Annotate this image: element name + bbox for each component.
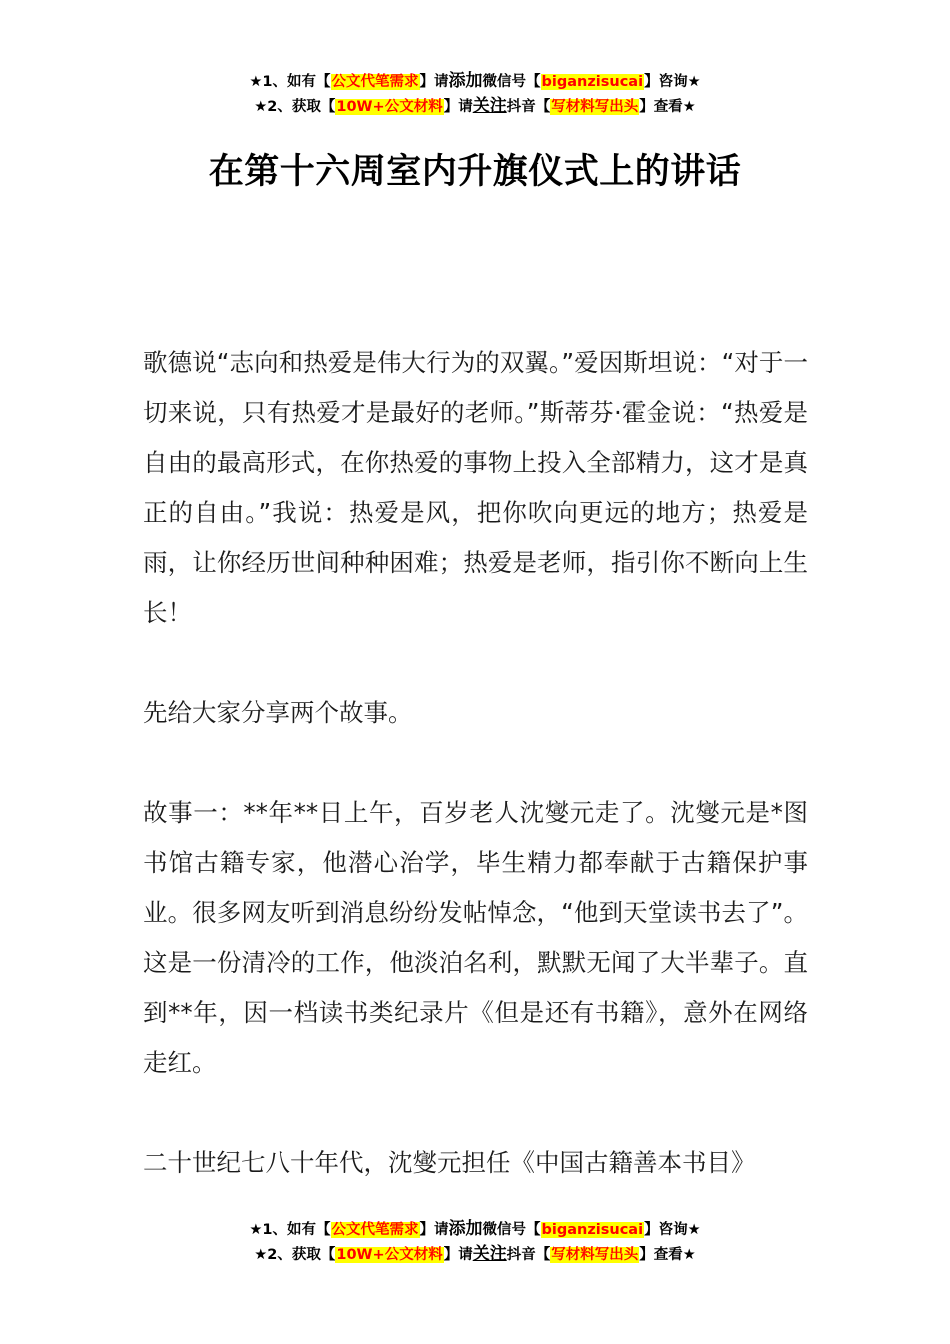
banner-line-1: ★1、如有【公文代笔需求】请添加微信号【biganzisucai】咨询★ (249, 71, 701, 91)
banner-line-2: ★2、获取【10W+公文材料】请关注抖音【写材料写出头】查看★ (254, 1244, 696, 1264)
header-banner (0, 69, 950, 119)
highlight-materials: 10W+公文材料 (336, 99, 443, 115)
highlight-ghostwriting: 公文代笔需求 (331, 1222, 419, 1238)
paragraph-continuation: 二十世纪七八十年代，沈燮元担任《中国古籍善本书目》 (143, 1148, 756, 1177)
highlight-douyin: 写材料写出头 (551, 99, 639, 115)
banner-line-2: ★2、获取【10W+公文材料】请关注抖音【写材料写出头】查看★ (254, 96, 696, 116)
highlight-wechat-id: biganzisucai (541, 1222, 644, 1238)
paragraph-intro: 先给大家分享两个故事。 (143, 698, 413, 727)
banner-line-1: ★1、如有【公文代笔需求】请添加微信号【biganzisucai】咨询★ (249, 1219, 701, 1239)
paragraph-story-one: 故事一：**年**日上午，百岁老人沈燮元走了。沈燮元是*图书馆古籍专家，他潜心治学，毕生精力都奉献于古籍保护事业。很多网友听到消息纷纷发帖悼念，“他到天堂读书去了”。这是一份清冷的工作，他淡泊名利，默默无闻了大半辈子。直到**年，因一档读书类纪录片《但是还有书籍》，意外在网络走红。 (143, 798, 808, 1077)
highlight-wechat-id: biganzisucai (541, 74, 644, 90)
document-body (143, 338, 808, 1238)
paragraph-quotes: 歌德说“志向和热爱是伟大行为的双翼。”爱因斯坦说：“对于一切来说，只有热爱才是最好的老师。”斯蒂芬·霍金说：“热爱是自由的最高形式，在你热爱的事物上投入全部精力，这才是真正的自由。”我说：热爱是风，把你吹向更远的地方；热爱是雨，让你经历世间种种困难；热爱是老师，指引你不断向上生长！ (143, 348, 808, 627)
highlight-ghostwriting: 公文代笔需求 (331, 74, 419, 90)
highlight-douyin: 写材料写出头 (551, 1247, 639, 1263)
highlight-materials: 10W+公文材料 (336, 1247, 443, 1263)
footer-banner (0, 1217, 950, 1267)
document-title: 在第十六周室内升旗仪式上的讲话 (208, 152, 742, 192)
